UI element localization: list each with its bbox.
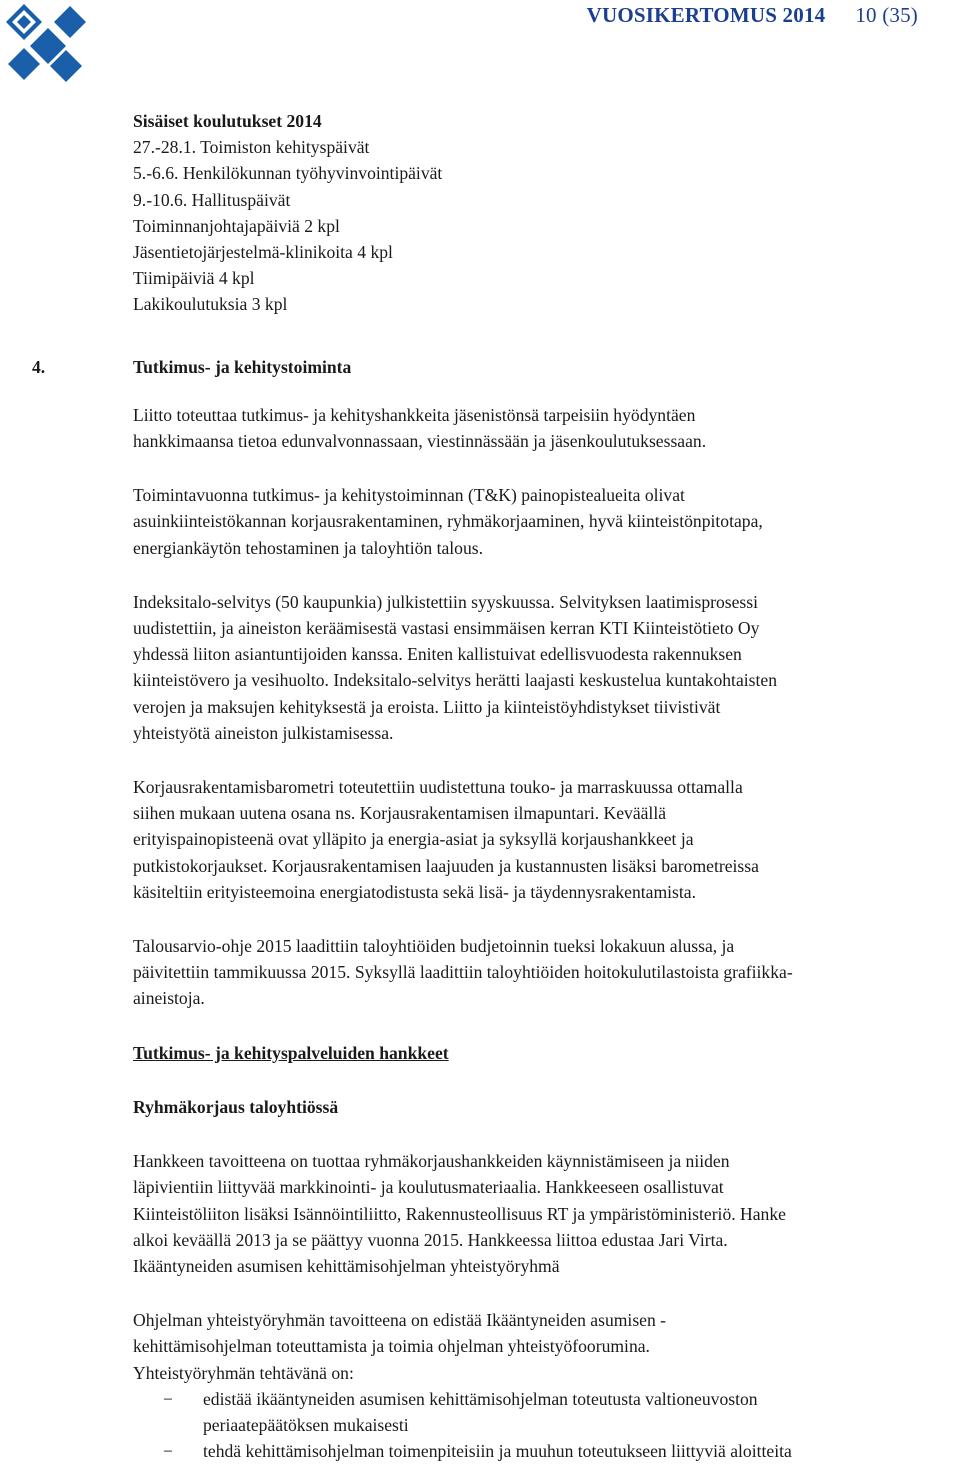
- training-item: 9.-10.6. Hallituspäivät: [133, 189, 291, 210]
- paragraph-line: kiinteistövero ja vesihuolto. Indeksitalo-selvitys herätti laajasti keskustelua kuntakohtaisten: [133, 670, 777, 691]
- paragraph-line: Talousarvio-ohje 2015 laadittiin taloyhtiöiden budjetoinnin tueksi lokakuun alussa, ja: [133, 936, 735, 957]
- paragraph-line: Korjausrakentamisbarometri toteutettiin uudistettuna touko- ja marraskuussa ottamalla: [133, 777, 743, 798]
- paragraph-line: energiankäytön tehostaminen ja taloyhtiön talous.: [133, 537, 484, 558]
- paragraph-line: Ohjelman yhteistyöryhmän tavoitteena on edistää Ikääntyneiden asumisen -: [133, 1310, 667, 1331]
- paragraph: [133, 1148, 933, 1279]
- paragraph: [133, 589, 933, 746]
- section-heading: [32, 354, 933, 380]
- list-item: [133, 1438, 933, 1464]
- training-title: Sisäiset koulutukset 2014: [133, 111, 322, 131]
- training-block: [133, 108, 933, 318]
- list-item-line: − tehdä kehittämisohjelman toimenpiteisiin ja muuhun toteutukseen liittyviä aloitteita: [203, 1441, 792, 1462]
- page-header: [587, 3, 918, 28]
- paragraph-line: Indeksitalo-selvitys (50 kaupunkia) julkistettiin syyskuussa. Selvityksen laatimisprosessi: [133, 591, 759, 612]
- paragraph: [133, 1307, 933, 1386]
- paragraph-line: läpivientiin liittyvää markkinointi- ja koulutusmateriaalia. Hankkeeseen osallistuvat: [133, 1177, 724, 1198]
- projects-subheading: Ryhmäkorjaus taloyhtiössä: [133, 1096, 339, 1117]
- training-item: Tiimipäiviä 4 kpl: [133, 268, 255, 289]
- paragraph-line: verojen ja maksujen kehityksestä ja eroista. Liitto ja kiinteistöyhdistykset tiivistivät: [133, 696, 721, 717]
- paragraph-line: Hankkeen tavoitteena on tuottaa ryhmäkorjaushankkeiden käynnistämiseen ja niiden: [133, 1151, 730, 1172]
- paragraph-line: uudistettiin, ja aineiston keräämisestä vastasi ensimmäisen kerran KTI Kiinteistötieto Oy: [133, 618, 760, 639]
- paragraph-line: aineistoja.: [133, 988, 205, 1009]
- paragraph-line: alkoi keväällä 2013 ja se päättyy vuonna 2015. Hankkeessa liittoa edustaa Jari Virta.: [133, 1229, 728, 1250]
- report-title: VUOSIKERTOMUS 2014: [586, 3, 826, 27]
- paragraph-line: yhteistyötä aineiston julkistamisessa.: [133, 722, 394, 743]
- paragraph-line: siihen mukaan uutena osana ns. Korjausrakentamisen ilmapuntari. Keväällä: [133, 803, 667, 824]
- paragraph: [133, 482, 933, 561]
- section-title: Tutkimus- ja kehitystoiminta: [133, 356, 352, 377]
- paragraph-line: putkistokorjaukset. Korjausrakentamisen laajuuden ja kustannusten lisäksi barometreissa: [133, 855, 759, 876]
- paragraph-line: hankkimaansa tietoa edunvalvonnassaan, viestinnässään ja jäsenkoulutuksessaan.: [133, 431, 707, 452]
- paragraph: [133, 774, 933, 905]
- list-item: [133, 1386, 933, 1438]
- training-item: Lakikoulutuksia 3 kpl: [133, 294, 288, 315]
- document-body: [32, 108, 933, 1464]
- task-list: [133, 1386, 933, 1464]
- training-item: 5.-6.6. Henkilökunnan työhyvinvointipäivät: [133, 163, 443, 184]
- paragraph-line: erityispainopisteenä ovat ylläpito ja energia-asiat ja syksyllä korjaushankkeet ja: [133, 829, 694, 850]
- paragraph-line: Liitto toteuttaa tutkimus- ja kehityshankkeita jäsenistönsä tarpeisiin hyödyntäen: [133, 404, 696, 425]
- paragraph-line: päivitettiin tammikuussa 2015. Syksyllä laadittiin taloyhtiöiden hoitokulutilastoista grafiikka-: [133, 962, 793, 983]
- logo-icon: [4, 2, 88, 86]
- page-number: 10 (35): [855, 3, 918, 27]
- training-item: 27.-28.1. Toimiston kehityspäivät: [133, 137, 370, 158]
- paragraph-line: Kiinteistöliiton lisäksi Isännöintiliitto, Rakennusteollisuus RT ja ympäristöministeriö. Hanke: [133, 1203, 786, 1224]
- list-item-line: − edistää ikääntyneiden asumisen kehittämisohjelman toteutusta valtioneuvoston: [203, 1388, 758, 1409]
- paragraph-line: Toimintavuonna tutkimus- ja kehitystoiminnan (T&K) painopistealueita olivat: [133, 485, 685, 506]
- paragraph: [133, 933, 933, 1012]
- training-item: Toiminnanjohtajapäiviä 2 kpl: [133, 215, 340, 236]
- paragraph-line: asuinkiinteistökannan korjausrakentaminen, ryhmäkorjaaminen, hyvä kiinteistönpitotapa,: [133, 511, 763, 532]
- paragraph-line: Yhteistyöryhmän tehtävänä on:: [133, 1362, 354, 1383]
- list-item-line: periaatepäätöksen mukaisesti: [203, 1414, 409, 1435]
- paragraph-line: kehittämisohjelman toteuttamista ja toimia ohjelman yhteistyöfoorumina.: [133, 1336, 650, 1357]
- training-item: Jäsentietojärjestelmä-klinikoita 4 kpl: [133, 242, 393, 263]
- section-number: 4.: [32, 356, 46, 377]
- projects-heading: Tutkimus- ja kehityspalveluiden hankkeet: [133, 1042, 449, 1063]
- paragraph-line: yhdessä liiton asiantuntijoiden kanssa. Eniten kallistuivat edellisvuodesta rakennuksen: [133, 644, 742, 665]
- paragraph-line: käsiteltiin erityisteemoina energiatodistusta sekä lisä- ja täydennysrakentamista.: [133, 881, 696, 902]
- paragraph-line: Ikääntyneiden asumisen kehittämisohjelman yhteistyöryhmä: [133, 1255, 560, 1276]
- paragraph: [133, 402, 933, 454]
